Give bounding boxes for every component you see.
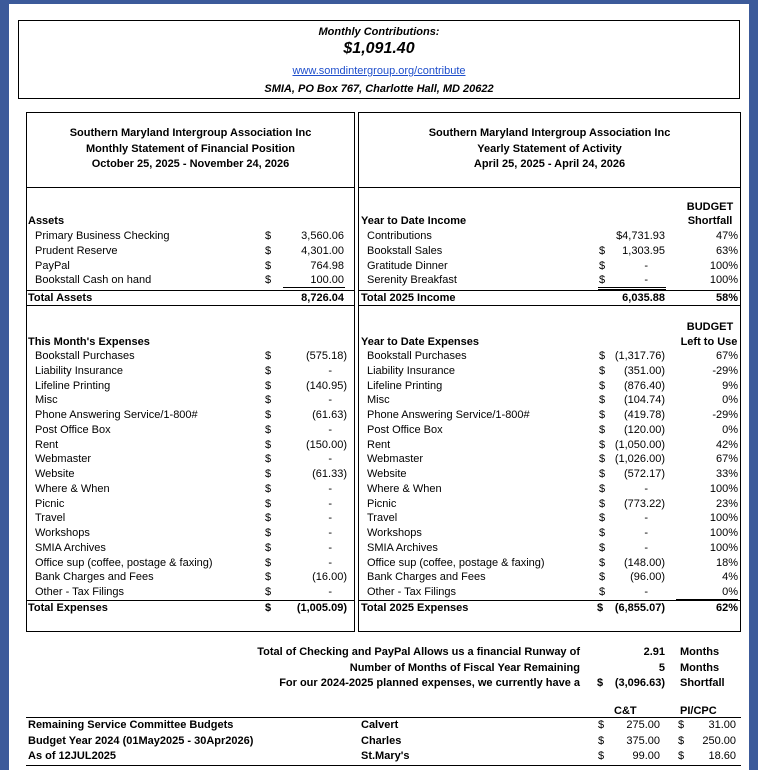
committee-row-label: As of 12JUL2025: [28, 750, 117, 762]
ytd-expense-pct: 100%: [709, 512, 738, 525]
ytd-expense-label: Picnic: [367, 497, 397, 510]
summary-value: 5: [658, 661, 665, 674]
income-amount: 1,303.95: [622, 244, 665, 257]
expense-label: Misc: [35, 394, 58, 407]
income-budget-pct: 100%: [709, 274, 738, 287]
committee-row-label: Budget Year 2024 (01May2025 - 30Apr2026): [28, 734, 254, 747]
total-assets-value: 8,726.04: [301, 292, 344, 304]
ytd-expense-label: Office sup (coffee, postage & faxing): [367, 556, 545, 569]
expense-currency: $: [265, 571, 272, 584]
committee-col1-header: C&T: [614, 705, 637, 717]
income-divider: [358, 290, 741, 291]
ytd-expense-amount: (148.00): [624, 556, 665, 569]
income-label: Contributions: [367, 230, 432, 242]
ytd-expense-currency: $: [599, 438, 606, 451]
summary-value: 2.91: [643, 646, 665, 658]
summary-label: Number of Months of Fiscal Year Remaining: [349, 661, 580, 674]
expense-amount: -: [328, 556, 332, 569]
income-label: Gratitude Dinner: [367, 259, 448, 272]
ytd-expense-label: Website: [367, 468, 407, 480]
income-budget-pct: 47%: [715, 230, 738, 242]
expense-currency: $: [265, 453, 272, 466]
income-budget-label: BUDGET: [686, 201, 734, 213]
expense-currency: $: [265, 423, 272, 436]
expense-currency: $: [265, 409, 272, 421]
ytd-expense-amount: -: [644, 482, 648, 495]
committee-picpc-value: 250.00: [702, 734, 736, 747]
ytd-expense-amount: -: [644, 586, 648, 598]
ytd-expense-amount: -: [644, 527, 648, 539]
expense-label: Other - Tax Filings: [35, 586, 125, 598]
ytd-expense-currency: $: [599, 586, 606, 598]
income-shortfall-label: Shortfall: [687, 215, 733, 227]
ytd-expense-amount: (876.40): [624, 379, 665, 392]
expense-label: Where & When: [35, 482, 110, 495]
ytd-expense-pct: 100%: [709, 527, 738, 539]
ytd-expense-label: Where & When: [367, 482, 442, 495]
asset-amount: 100.00: [310, 274, 344, 287]
contributions-label: Monthly Contributions:: [318, 26, 440, 38]
expense-label: Rent: [35, 438, 59, 451]
right-header-divider: [359, 187, 740, 188]
ytd-expense-currency: $: [599, 379, 606, 392]
expense-amount: -: [328, 497, 332, 510]
ytd-expense-pct: -29%: [712, 364, 738, 377]
committee-ct-value: 375.00: [626, 734, 660, 747]
left-statement-title: Monthly Statement of Financial Position: [85, 143, 295, 155]
income-currency: $: [599, 259, 606, 272]
ytd-expense-currency: $: [599, 482, 606, 495]
ytd-expense-amount: (1,026.00): [614, 453, 665, 466]
summary-label: Total of Checking and PayPal Allows us a financial Runway of: [257, 646, 580, 658]
ytd-expense-pct: -29%: [712, 409, 738, 421]
ytd-expense-pct: 42%: [715, 438, 738, 451]
ytd-expenses-header: Year to Date Expenses: [361, 336, 480, 348]
committee-picpc-currency: $: [678, 734, 685, 747]
ytd-expense-label: Bank Charges and Fees: [367, 571, 486, 584]
expense-currency: $: [265, 379, 272, 392]
asset-currency: $: [265, 230, 272, 242]
expense-amount: -: [328, 541, 332, 554]
ytd-expense-currency: $: [599, 527, 606, 539]
ytd-expense-currency: $: [599, 556, 606, 569]
assets-header: Assets: [28, 215, 65, 227]
expense-amount: -: [328, 527, 332, 539]
committee-ct-currency: $: [598, 750, 605, 762]
asset-amount: 4,301.00: [301, 244, 344, 257]
income-currency: $: [599, 274, 606, 287]
expense-currency: $: [265, 394, 272, 407]
expense-label: Bookstall Purchases: [35, 350, 135, 362]
committee-county: St.Mary's: [361, 750, 410, 762]
ytd-expense-amount: (120.00): [624, 423, 665, 436]
expense-amount: (150.00): [306, 438, 347, 451]
ytd-expense-label: Rent: [367, 438, 391, 451]
ytd-expense-pct: 18%: [715, 556, 738, 569]
ytd-expense-currency: $: [599, 468, 606, 480]
committee-picpc-value: 18.60: [708, 750, 736, 762]
window-frame-top: [0, 0, 758, 4]
summary-currency: $: [597, 677, 604, 689]
committee-ct-currency: $: [598, 719, 605, 731]
asset-label: Primary Business Checking: [35, 230, 170, 242]
total-assets-label: Total Assets: [28, 292, 93, 304]
expense-currency: $: [265, 350, 272, 362]
income-budget-pct: 63%: [715, 244, 738, 257]
ytd-expense-currency: $: [599, 364, 606, 377]
expense-label: Liability Insurance: [35, 364, 124, 377]
total-expenses-value: (1,005.09): [296, 602, 347, 614]
committee-top-rule: [26, 717, 741, 718]
expense-label: Workshops: [35, 527, 90, 539]
total-income-value: 6,035.88: [622, 292, 665, 304]
expense-label: Lifeline Printing: [35, 379, 111, 392]
expense-amount: (140.95): [306, 379, 347, 392]
window-frame-left: [0, 0, 9, 770]
income-currency: $: [599, 244, 606, 257]
expense-currency: $: [265, 586, 272, 598]
ytd-expense-label: Liability Insurance: [367, 364, 456, 377]
ytd-expense-label: Travel: [367, 512, 398, 525]
ytd-expense-label: Webmaster: [367, 453, 424, 466]
asset-amount: 3,560.06: [301, 230, 344, 242]
expense-amount: -: [328, 453, 332, 466]
ytd-expense-label: Post Office Box: [367, 423, 443, 436]
ytd-expense-amount: (572.17): [624, 468, 665, 480]
committee-col2-header: PI/CPC: [680, 705, 717, 717]
committee-ct-value: 275.00: [626, 719, 660, 731]
ytd-expense-pct: 0%: [722, 394, 738, 407]
ytd-expense-amount: (351.00): [624, 364, 665, 377]
total-expenses-currency: $: [265, 602, 272, 614]
total-ytd-expenses-currency: $: [597, 602, 604, 614]
ytd-expense-amount: (1,317.76): [614, 350, 665, 362]
ytd-expense-pct: 0%: [722, 423, 738, 436]
ytd-expense-amount: (1,050.00): [614, 438, 665, 451]
expense-currency: $: [265, 482, 272, 495]
right-statement-title: Yearly Statement of Activity: [477, 143, 622, 155]
committee-bottom-rule: [26, 765, 741, 766]
ytd-expense-pct: 0%: [722, 586, 738, 598]
ytd-expense-pct: 9%: [722, 379, 738, 392]
expenses-left-to-use-label: Left to Use: [680, 336, 738, 348]
expense-amount: -: [328, 364, 332, 377]
expense-amount: (61.63): [312, 409, 347, 421]
expense-label: Picnic: [35, 497, 65, 510]
expenses-divider: [26, 600, 355, 601]
expense-amount: (575.18): [306, 350, 347, 362]
ytd-expense-currency: $: [599, 350, 606, 362]
total-income-pct: 58%: [715, 292, 738, 304]
ytd-expense-amount: -: [644, 541, 648, 554]
ytd-expense-amount: (419.78): [624, 409, 665, 421]
income-bottom-divider: [358, 305, 741, 306]
ytd-expense-amount: -: [644, 512, 648, 525]
ytd-expense-currency: $: [599, 453, 606, 466]
summary-unit: Months: [680, 646, 720, 658]
right-org-name: Southern Maryland Intergroup Association Inc: [428, 127, 671, 139]
income-amount: -: [644, 274, 648, 287]
summary-value: (3,096.63): [614, 677, 665, 689]
ytd-expense-amount: (104.74): [624, 394, 665, 407]
ytd-expense-pct: 23%: [715, 497, 738, 510]
expense-currency: $: [265, 468, 272, 480]
assets-total-rule: [283, 287, 345, 288]
month-expenses-header: This Month's Expenses: [28, 336, 150, 348]
asset-currency: $: [265, 274, 272, 287]
ytd-expense-pct: 100%: [709, 541, 738, 554]
ytd-expense-label: Bookstall Purchases: [367, 350, 467, 362]
left-period: October 25, 2025 - November 24, 2026: [91, 158, 290, 170]
committee-county: Charles: [361, 734, 402, 747]
expense-currency: $: [265, 527, 272, 539]
income-label: Bookstall Sales: [367, 244, 443, 257]
total-ytd-expenses-value: (6,855.07): [614, 602, 665, 614]
committee-picpc-value: 31.00: [708, 719, 736, 731]
ytd-expense-label: Lifeline Printing: [367, 379, 443, 392]
income-label: Serenity Breakfast: [367, 274, 457, 287]
left-org-name: Southern Maryland Intergroup Association Inc: [69, 127, 312, 139]
expense-amount: -: [328, 586, 332, 598]
ytd-expense-amount: (773.22): [624, 497, 665, 510]
contributions-box: [18, 20, 740, 99]
expense-amount: -: [328, 512, 332, 525]
contributions-amount: $1,091.40: [343, 40, 415, 57]
committee-picpc-currency: $: [678, 750, 685, 762]
expense-currency: $: [265, 438, 272, 451]
expense-currency: $: [265, 556, 272, 569]
asset-currency: $: [265, 259, 272, 272]
ytd-expense-amount: (96.00): [630, 571, 665, 584]
expense-label: Post Office Box: [35, 423, 111, 436]
ytd-expense-pct: 33%: [715, 468, 738, 480]
expense-label: Website: [35, 468, 75, 480]
expense-label: Bank Charges and Fees: [35, 571, 154, 584]
expense-label: SMIA Archives: [35, 541, 106, 554]
ytd-expense-currency: $: [599, 512, 606, 525]
ytd-expense-pct: 4%: [722, 571, 738, 584]
ytd-expense-currency: $: [599, 571, 606, 584]
window-frame-right: [749, 0, 758, 770]
committee-ct-value: 99.00: [632, 750, 660, 762]
ytd-expense-currency: $: [599, 497, 606, 510]
ytd-expense-label: Misc: [367, 394, 390, 407]
ytd-expense-pct: 100%: [709, 482, 738, 495]
mailing-address: SMIA, PO Box 767, Charlotte Hall, MD 20622: [264, 83, 494, 95]
asset-label: Prudent Reserve: [35, 244, 118, 257]
committee-county: Calvert: [361, 719, 399, 731]
expense-amount: -: [328, 482, 332, 495]
left-header-divider: [27, 187, 354, 188]
total-expenses-label: Total Expenses: [28, 602, 108, 614]
expense-label: Phone Answering Service/1-800#: [35, 409, 198, 421]
total-income-label: Total 2025 Income: [361, 292, 456, 304]
total-ytd-expenses-pct: 62%: [715, 602, 738, 614]
expense-currency: $: [265, 512, 272, 525]
ytd-expense-label: SMIA Archives: [367, 541, 438, 554]
expense-amount: (16.00): [312, 571, 347, 584]
expenses-budget-label: BUDGET: [686, 321, 734, 333]
expense-amount: (61.33): [312, 468, 347, 480]
contribute-link-wrap: [19, 65, 739, 77]
expense-label: Office sup (coffee, postage & faxing): [35, 556, 213, 569]
ytd-expense-currency: $: [599, 541, 606, 554]
asset-label: PayPal: [35, 259, 70, 272]
ytd-expense-currency: $: [599, 394, 606, 407]
ytd-expense-label: Other - Tax Filings: [367, 586, 457, 598]
committee-row-label: Remaining Service Committee Budgets: [28, 719, 234, 731]
ytd-expenses-divider: [358, 600, 741, 601]
asset-amount: 764.98: [310, 259, 344, 272]
assets-divider: [26, 290, 355, 291]
right-period: April 25, 2025 - April 24, 2026: [473, 158, 626, 170]
summary-label: For our 2024-2025 planned expenses, we currently have a: [279, 677, 580, 689]
summary-unit: Months: [680, 661, 720, 674]
expense-label: Travel: [35, 512, 66, 525]
expense-amount: -: [328, 394, 332, 407]
expense-currency: $: [265, 364, 272, 377]
summary-unit: Shortfall: [680, 677, 725, 689]
income-budget-pct: 100%: [709, 259, 738, 272]
income-amount: $4,731.93: [616, 230, 665, 242]
ytd-expense-pct: 67%: [715, 350, 738, 362]
committee-ct-currency: $: [598, 734, 605, 747]
expense-currency: $: [265, 497, 272, 510]
income-amount: -: [644, 259, 648, 272]
ytd-expense-currency: $: [599, 409, 606, 421]
asset-currency: $: [265, 244, 272, 257]
assets-bottom-divider: [26, 305, 355, 306]
ytd-expense-label: Phone Answering Service/1-800#: [367, 409, 530, 421]
asset-label: Bookstall Cash on hand: [35, 274, 152, 287]
contribute-link[interactable]: www.somdintergroup.org/contribute: [292, 65, 466, 77]
total-ytd-expenses-label: Total 2025 Expenses: [361, 602, 469, 614]
expense-currency: $: [265, 541, 272, 554]
ytd-expense-pct: 67%: [715, 453, 738, 466]
ytd-expense-label: Workshops: [367, 527, 422, 539]
income-header: Year to Date Income: [361, 215, 467, 227]
ytd-expense-currency: $: [599, 423, 606, 436]
expense-label: Webmaster: [35, 453, 92, 466]
expense-amount: -: [328, 423, 332, 436]
committee-picpc-currency: $: [678, 719, 685, 731]
